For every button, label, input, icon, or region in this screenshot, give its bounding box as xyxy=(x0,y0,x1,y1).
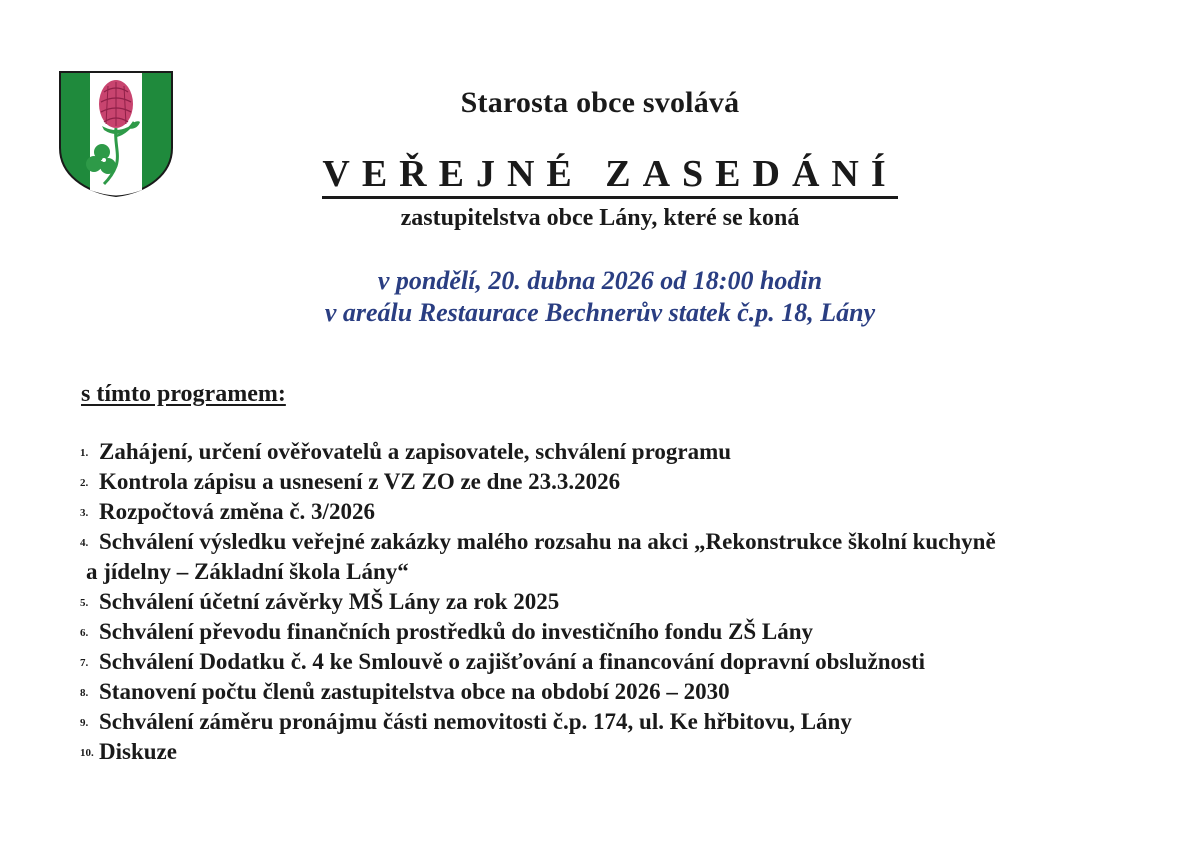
program-label: s tímto programem: xyxy=(81,381,286,407)
agenda-item-text: Rozpočtová změna č. 3/2026 xyxy=(99,499,375,524)
meeting-place: v areálu Restaurace Bechnerův statek č.p. 18, Lány xyxy=(324,298,876,327)
agenda-item-text-continuation: a jídelny – Základní škola Lány“ xyxy=(86,559,409,584)
agenda-item-text: Schválení Dodatku č. 4 ke Smlouvě o zajišťování a financování dopravní obslužnosti xyxy=(99,649,926,674)
title-wrapper xyxy=(0,152,1200,199)
agenda-item-number: 4. xyxy=(80,537,89,549)
agenda-item-number: 8. xyxy=(80,687,89,699)
agenda-item-text: Diskuze xyxy=(99,739,177,764)
agenda-item-text: Stanovení počtu členů zastupitelstva obce na období 2026 – 2030 xyxy=(99,679,730,704)
caller-heading: Starosta obce svolává xyxy=(460,86,740,119)
agenda-item xyxy=(80,707,1160,737)
agenda-item-text: Zahájení, určení ověřovatelů a zapisovatele, schválení programu xyxy=(99,439,732,464)
meeting-date: v pondělí, 20. dubna 2026 od 18:00 hodin xyxy=(377,266,823,295)
agenda-item-number: 7. xyxy=(80,657,89,669)
agenda-item-number: 1. xyxy=(80,447,89,459)
agenda-item-number: 6. xyxy=(80,627,89,639)
agenda-item-text: Kontrola zápisu a usnesení z VZ ZO ze dne 23.3.2026 xyxy=(99,469,621,494)
agenda-item-text: Schválení výsledku veřejné zakázky malého rozsahu na akci „Rekonstrukce školní kuchyně xyxy=(99,529,996,554)
agenda-list xyxy=(80,437,1160,767)
agenda-item-text: Schválení převodu finančních prostředků do investičního fondu ZŠ Lány xyxy=(99,619,814,644)
agenda-item-number: 9. xyxy=(80,717,89,729)
agenda-item-text: Schválení záměru pronájmu části nemovitosti č.p. 174, ul. Ke hřbitovu, Lány xyxy=(99,709,852,734)
agenda-item xyxy=(80,737,1160,767)
agenda-item xyxy=(80,617,1160,647)
agenda-item xyxy=(80,677,1160,707)
agenda-item xyxy=(80,467,1160,497)
agenda-item-number: 10. xyxy=(80,747,94,759)
agenda-item xyxy=(80,437,1160,467)
agenda-item-number: 2. xyxy=(80,477,89,489)
agenda-item xyxy=(80,527,1160,587)
subtitle: zastupitelstva obce Lány, které se koná xyxy=(400,205,800,231)
agenda-item-text: Schválení účetní závěrky MŠ Lány za rok 2025 xyxy=(99,589,560,614)
agenda-item xyxy=(80,587,1160,617)
agenda-item-number: 5. xyxy=(80,597,89,609)
agenda-item-number: 3. xyxy=(80,507,89,519)
agenda-item xyxy=(80,497,1160,527)
agenda-item xyxy=(80,647,1160,677)
page-title: VEŘEJNÉ ZASEDÁNÍ xyxy=(322,152,897,199)
